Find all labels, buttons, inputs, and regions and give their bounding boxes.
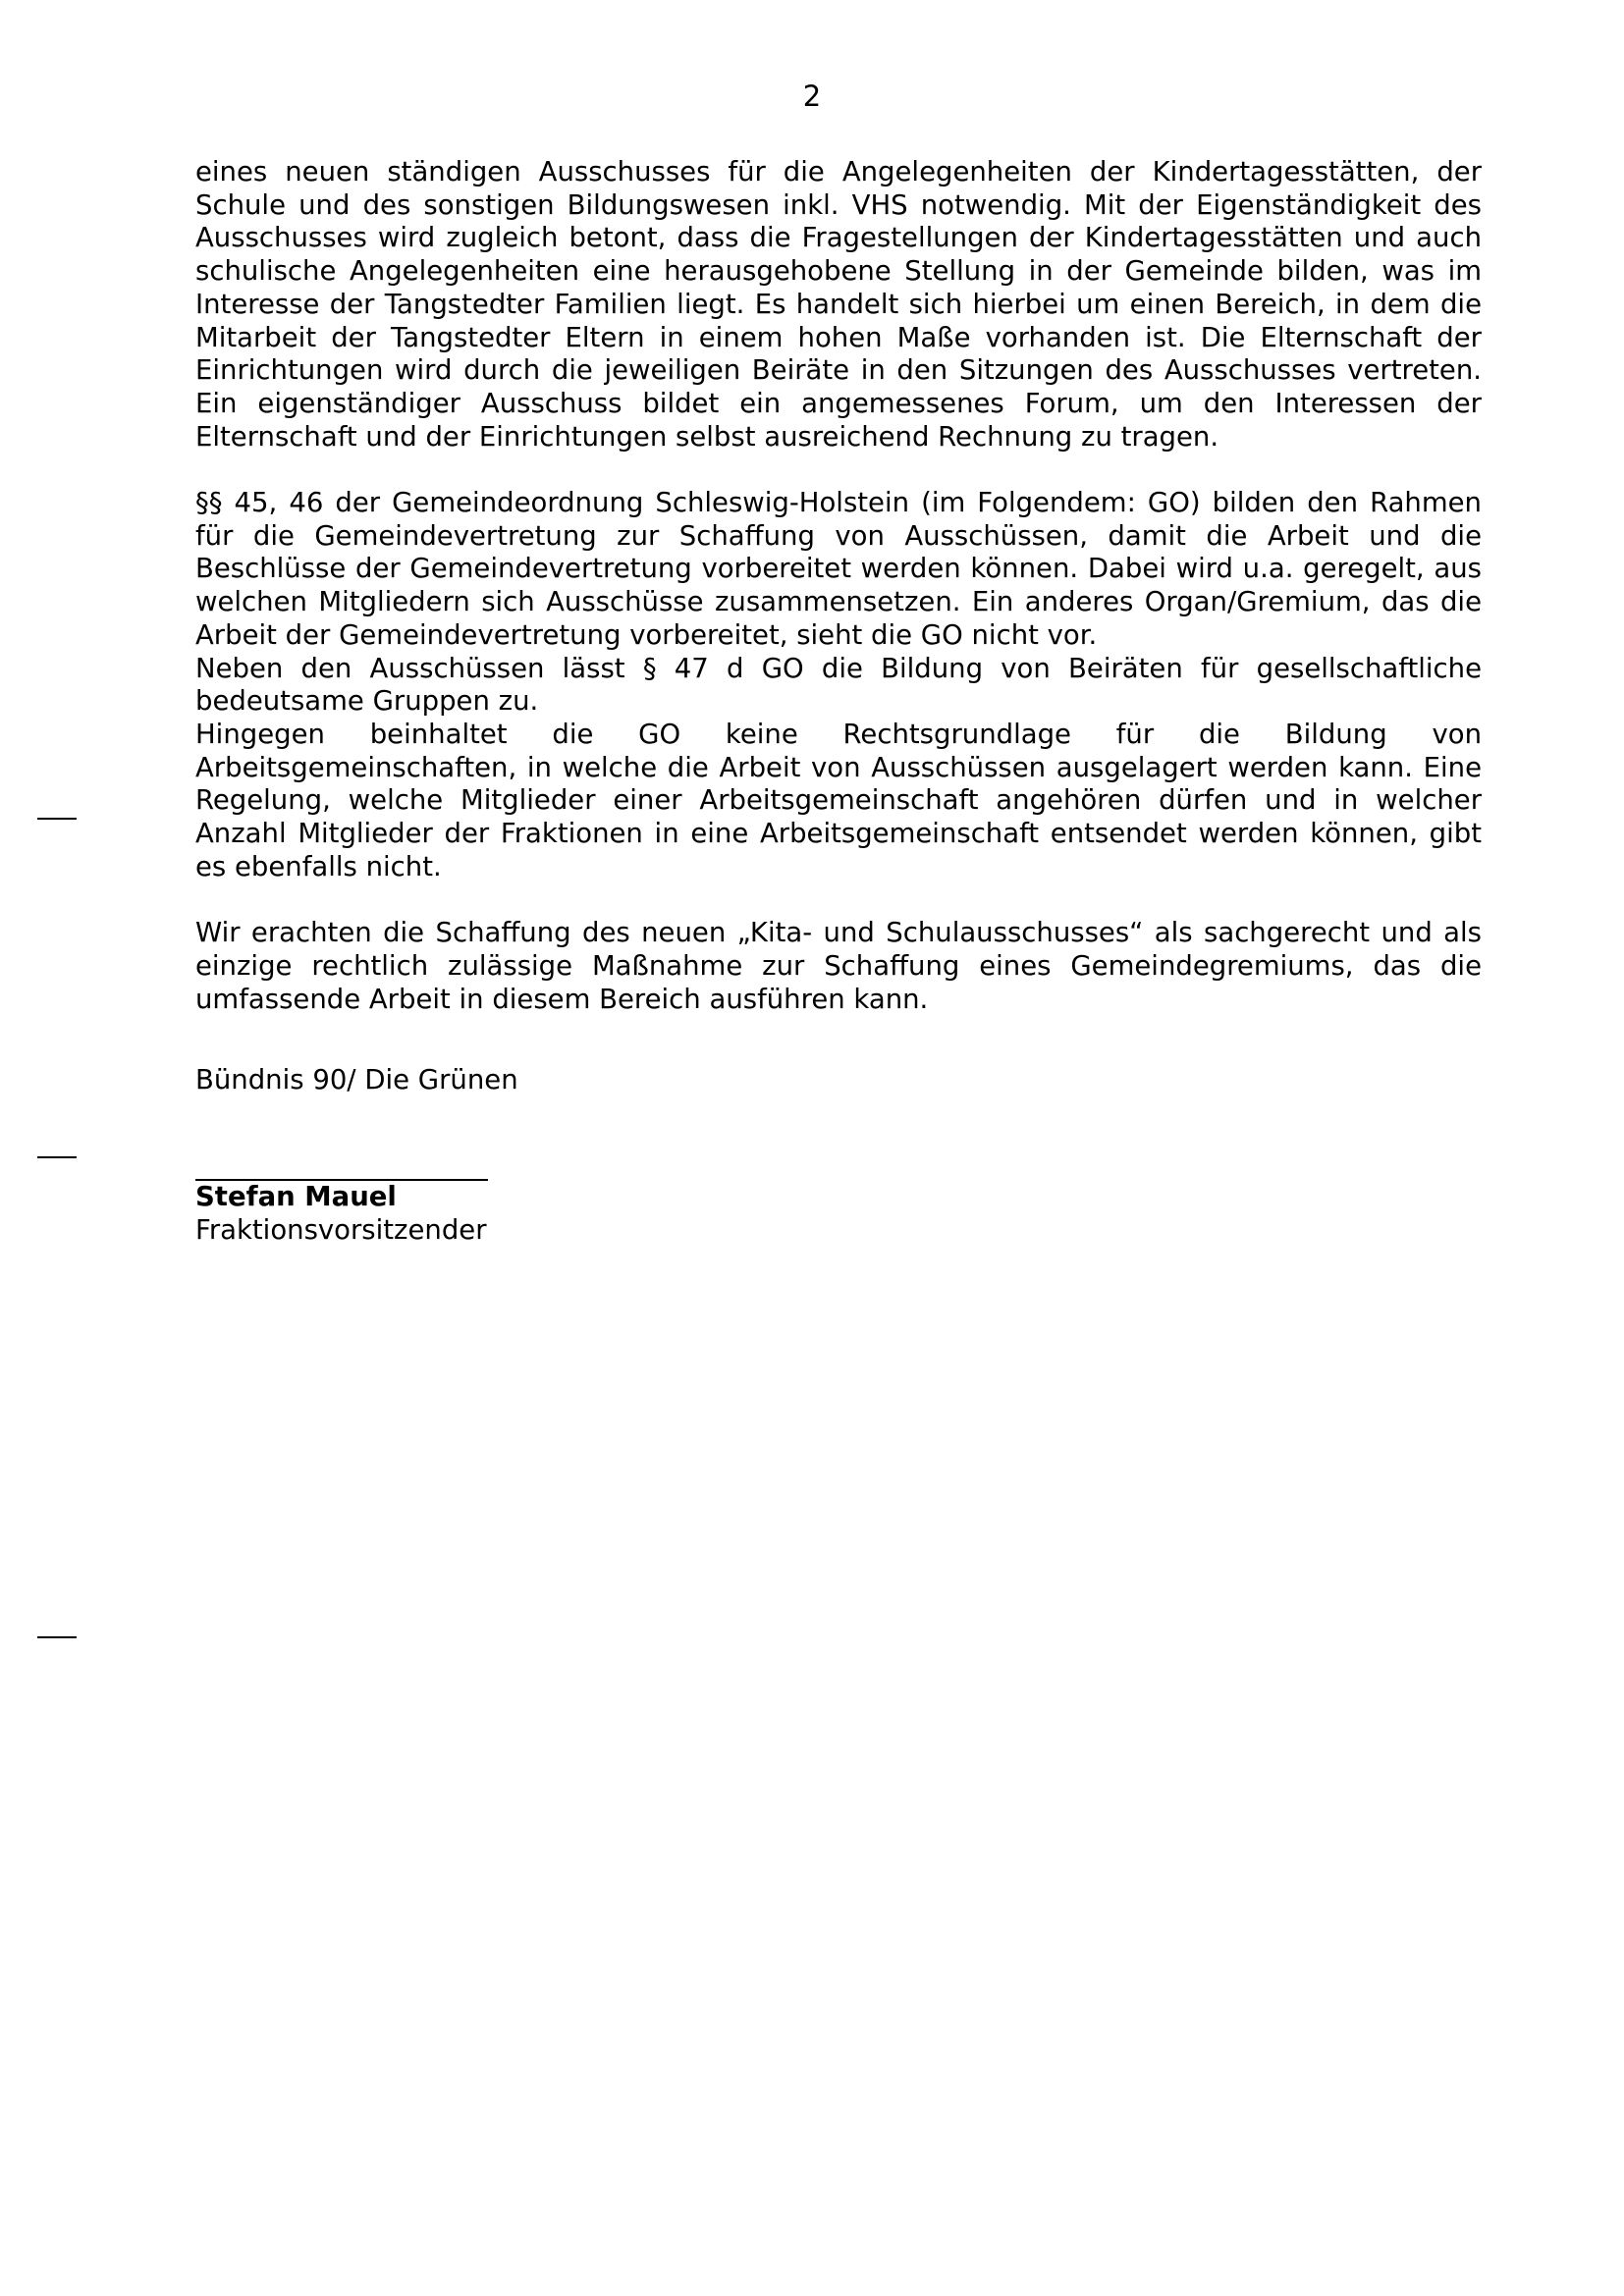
margin-mark [37, 1636, 77, 1638]
page-number: 2 [802, 80, 822, 113]
paragraph-gap [195, 1016, 1482, 1064]
party-name: Bündnis 90/ Die Grünen [195, 1064, 518, 1096]
paragraph-gap [195, 454, 1482, 487]
margin-mark [37, 1156, 77, 1158]
paragraph: Wir erachten die Schaffung des neuen „Kita- und Schulausschusses“ als sachgerecht und als einzige rechtlich zulässige Maßnahme zur Schaffung eines Gemeindegremiums, das die umfassende Arbeit in diesem Bereich ausführen kann. [195, 917, 1482, 1015]
paragraph: Hingegen beinhaltet die GO keine Rechtsgrundlage für die Bildung von Arbeitsgemeinschaften, in welche die Arbeit von Ausschüssen ausgelagert werden kann. Eine Regelung, welche Mitglieder einer Arbeitsgemeinschaft angehören dürfen und in welcher Anzahl Mitglieder der Fraktionen in eine Arbeitsgemeinschaft entsendet werden können, gibt es ebenfalls nicht. [195, 718, 1482, 882]
paragraph: Neben den Ausschüssen lässt § 47 d GO die Bildung von Beiräten für gesellschaftliche bedeutsame Gruppen zu. [195, 652, 1482, 718]
paragraph: §§ 45, 46 der Gemeindeordnung Schleswig-Holstein (im Folgendem: GO) bilden den Rahmen für die Gemeindevertretung zur Schaffung von Ausschüssen, damit die Arbeit und die Beschlüsse der Gemeindevertretung vorbereitet werden können. Dabei wird u.a. geregelt, aus welchen Mitgliedern sich Ausschüsse zusammensetzen. Ein anderes Organ/Gremium, das die Arbeit der Gemeindevertretung vorbereitet, sieht die GO nicht vor. [195, 487, 1482, 651]
signer-role: Fraktionsvorsitzender [195, 1213, 487, 1246]
margin-mark [37, 818, 77, 820]
letter-body [195, 156, 1482, 1247]
paragraph: eines neuen ständigen Ausschusses für die Angelegenheiten der Kindertagesstätten, der Schule und des sonstigen Bildungswesen inkl. VHS notwendig. Mit der Eigenständigkeit des Ausschusses wird zugleich betont, dass die Fragestellungen der Kindertagesstätten und auch schulische Angelegenheiten eine herausgehobene Stellung in der Gemeinde bilden, was im Interesse der Tangstedter Familien liegt. Es handelt sich hierbei um einen Bereich, in dem die Mitarbeit der Tangstedter Eltern in einem hohen Maße vorhanden ist. Die Elternschaft der Einrichtungen wird durch die jeweiligen Beiräte in den Sitzungen des Ausschusses vertreten. Ein eigenständiger Ausschuss bildet ein angemessenes Forum, um den Interessen der Elternschaft und der Einrichtungen selbst ausreichend Rechnung zu tragen. [195, 156, 1482, 453]
paragraph-gap [195, 883, 1482, 917]
signer-name: Stefan Mauel [195, 1180, 397, 1212]
